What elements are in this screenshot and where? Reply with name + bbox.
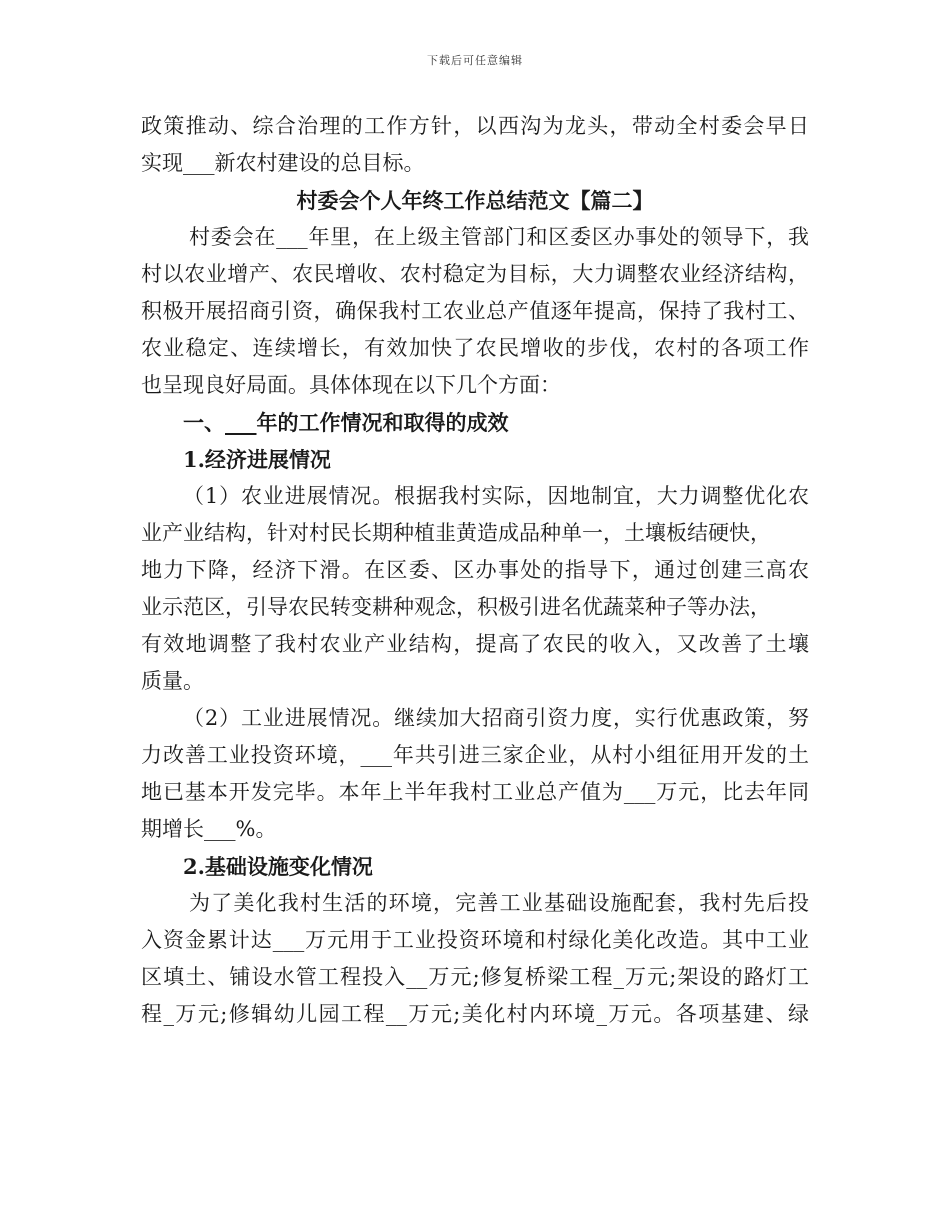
paragraph-line: 地已基本开发完毕。本年上半年我村工业总产值为___万元，比去年同 (141, 780, 809, 804)
paragraph-line: 地力下降，经济下滑。在区委、区办事处的指导下，通过创建三高农 (141, 558, 809, 582)
paragraph-line: 期增长___%。 (141, 817, 277, 841)
section-title: 村委会个人年终工作总结范文【篇二】 (296, 188, 654, 213)
paragraph-line: 实现___新农村建设的总目标。 (141, 151, 425, 175)
paragraph-line: 程_万元;修辑幼儿园工程__万元;美化村内环境_万元。各项基建、绿 (141, 1002, 809, 1026)
subheading: 1.经济进展情况 (183, 447, 331, 472)
paragraph-line: 业示范区，引导农民转变耕种观念，积极引进名优蔬菜种子等办法， (141, 595, 771, 619)
paragraph-line: 政策推动、综合治理的工作方针，以西沟为龙头，带动全村委会早日 (141, 114, 809, 138)
paragraph-line: （1）农业进展情况。根据我村实际，因地制宜，大力调整优化农 (183, 484, 809, 508)
paragraph-line: 入资金累计达___万元用于工业投资环境和村绿化美化改造。其中工业 (141, 928, 809, 952)
subheading: 一、___年的工作情况和取得的成效 (183, 410, 509, 435)
document-body (141, 108, 809, 1033)
paragraph-line: 也呈现良好局面。具体体现在以下几个方面： (141, 373, 561, 397)
paragraph-line: 业产业结构，针对村民长期种植韭黄造成品种单一，土壤板结硬快， (141, 521, 771, 545)
paragraph-line: （2）工业进展情况。继续加大招商引资力度，实行优惠政策，努 (183, 706, 809, 730)
paragraph-line: 村以农业增产、农民增收、农村稳定为目标，大力调整农业经济结构， (141, 262, 809, 286)
header-note: 下载后可任意编辑 (427, 54, 523, 67)
paragraph-line: 农业稳定、连续增长，有效加快了农民增收的步伐，农村的各项工作 (141, 336, 809, 360)
paragraph-line: 有效地调整了我村农业产业结构，提高了农民的收入，又改善了土壤 (141, 632, 809, 656)
paragraph-line: 力改善工业投资环境，___年共引进三家企业，从村小组征用开发的土 (141, 743, 809, 767)
paragraph-line: 为了美化我村生活的环境，完善工业基础设施配套，我村先后投 (189, 891, 809, 915)
paragraph-line: 积极开展招商引资，确保我村工农业总产值逐年提高，保持了我村工、 (141, 299, 809, 323)
paragraph-line: 村委会在___年里，在上级主管部门和区委区办事处的领导下，我 (189, 225, 809, 249)
paragraph-line: 质量。 (141, 669, 204, 693)
paragraph-line: 区填土、铺设水管工程投入__万元;修复桥梁工程_万元;架设的路灯工 (141, 965, 809, 989)
subheading: 2.基础设施变化情况 (183, 854, 373, 879)
